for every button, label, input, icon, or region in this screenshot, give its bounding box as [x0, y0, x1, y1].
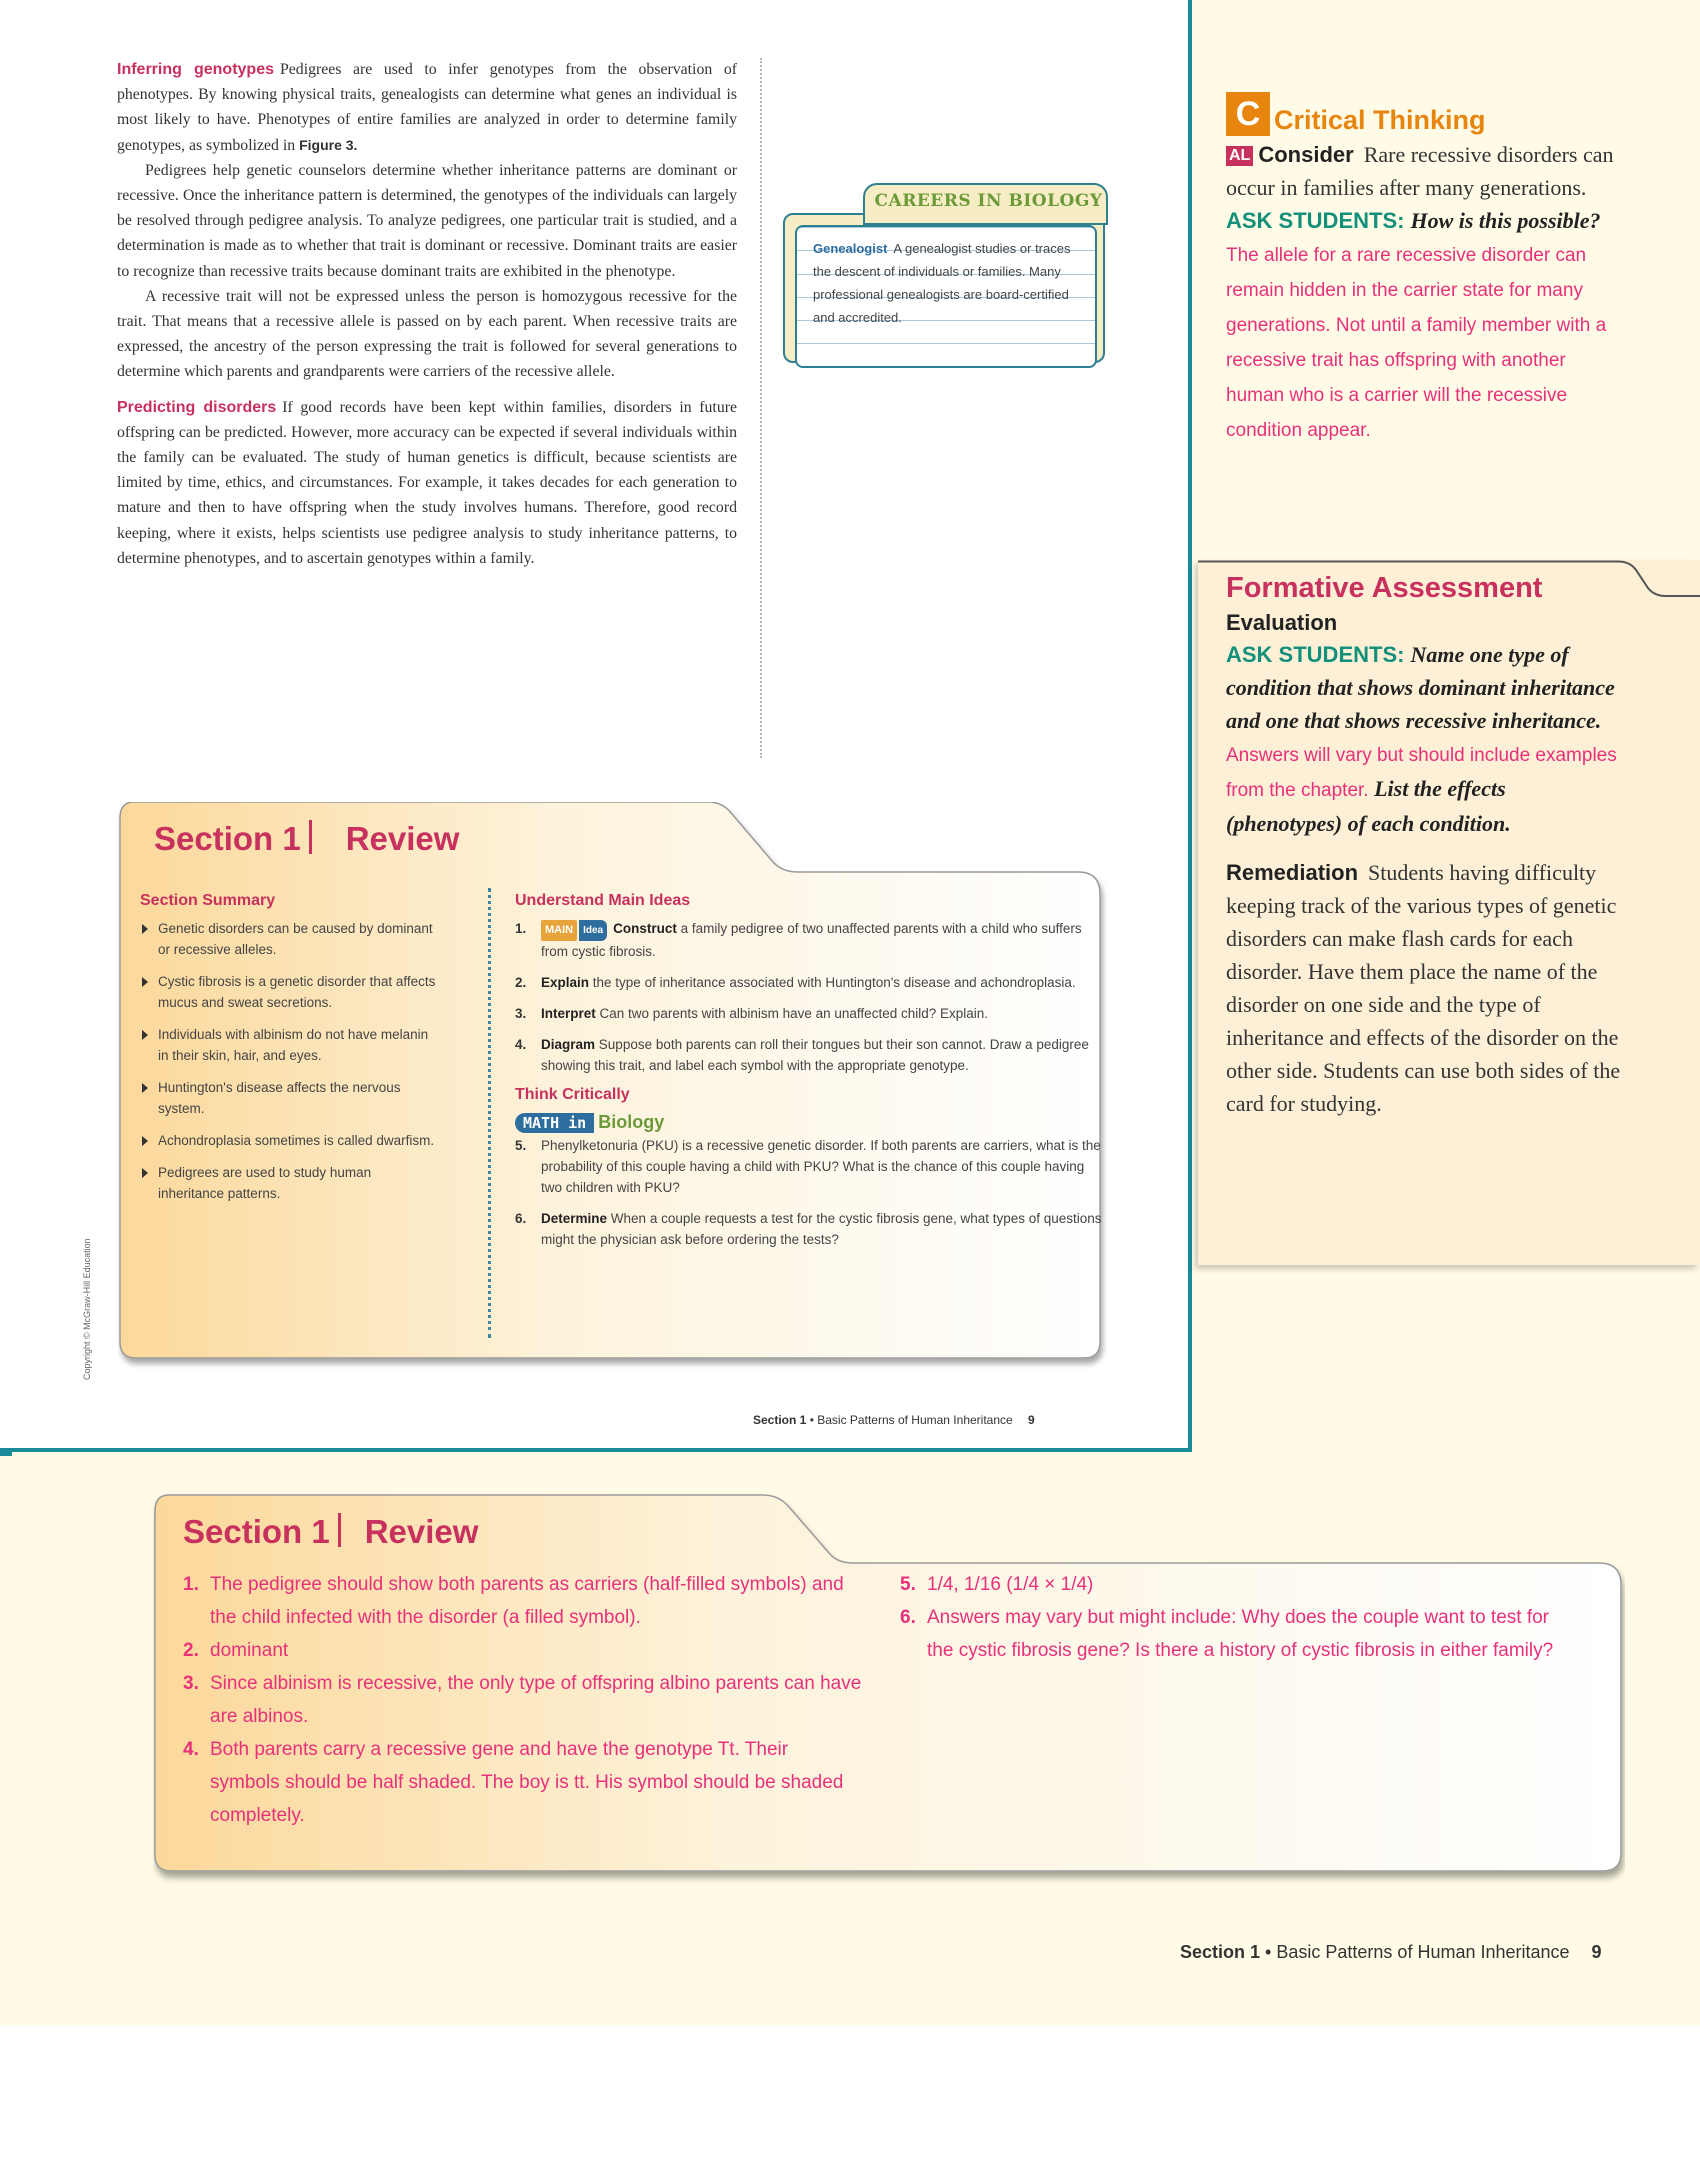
predicting-heading: Predicting disorders — [117, 398, 277, 416]
predicting-paragraph: Predicting disorders If good records have been kept within families, disorders in future offspring can be predicted. However, more accuracy can be expected if several individuals within the family can be evaluated. The study of human genetics is difficult, because scientists are limited by time, ethics, and circumstances. For example, it takes decades for each generation to mature and then to have offspring when the study involves humans. Therefore, good record keeping, where it exists, helps scientists use pedigree analysis to study inheritance patterns, to determine phenotypes, and to ascertain genotypes within a family. — [117, 398, 737, 567]
main-ideas-heading: Understand Main Ideas — [515, 892, 691, 909]
c-letter-badge: C — [1226, 92, 1270, 136]
answer-review-box — [153, 1493, 1625, 1886]
answers-left-column — [183, 1568, 863, 1832]
evaluation-subtitle: Evaluation — [1226, 610, 1338, 635]
summary-item: Cystic fibrosis is a genetic disorder that affects mucus and sweat secretions. — [140, 971, 440, 1013]
inferring-heading: Inferring genotypes — [117, 61, 274, 78]
page-footer: Section 1 • Basic Patterns of Human Inheritance 9 — [1180, 1942, 1602, 1962]
review-question: 4. Diagram Suppose both parents can roll their tongues but their son cannot. Draw a pedigree showing this trait, and label each symbol with the appropriate genotype. — [515, 1037, 1089, 1073]
critical-thinking-body: AL Consider Rare recessive disorders can occur in families after many generations. ASK STUDENTS: How is this possible? The allele for a rare recessive disorder can remain hidden in the carrier state for many generations. Not until a family member with a recessive trait has offspring with another human who is a carrier will the recessive condition appear. — [1226, 142, 1614, 441]
critical-thinking-box — [1226, 92, 1626, 447]
al-badge: AL — [1226, 146, 1253, 166]
summary-item: Genetic disorders can be caused by dominant or recessive alleles. — [140, 918, 440, 960]
column-divider — [760, 58, 762, 758]
answer-review-title: Section 1 Review — [183, 1513, 479, 1550]
review-divider — [488, 888, 491, 1338]
review-question: 6. Determine When a couple requests a test for the cystic fibrosis gene, what types of questions might the physician ask before ordering the tests? — [515, 1211, 1102, 1247]
recessive-paragraph: A recessive trait will not be expressed unless the person is homozygous recessive for the trait. That means that a recessive allele is passed on by each parent. When recessive traits are expressed, the ancestry of the person expressing the trait is followed for several generations to determine which parents and grandparents were carriers of the recessive allele. — [117, 287, 737, 381]
review-question: 1. MAIN Idea Construct a family pedigree of two unaffected parents with a child who suffers from cystic fibrosis. — [515, 921, 1082, 959]
remediation-label: Remediation — [1226, 860, 1359, 885]
ask-question: How is this possible? — [1410, 208, 1601, 233]
careers-in-biology-box — [783, 183, 1103, 373]
critical-thinking-answer: The allele for a rare recessive disorder can remain hidden in the carrier state for many generations. Not until a family member with a recessive trait has offspring with another human who is a carrier will the recessive condition appear. — [1226, 245, 1607, 441]
answers-right-column — [900, 1568, 1580, 1667]
inferring-paragraph: Inferring genotypes Pedigrees are used to infer genotypes from the observation of phenotypes. By knowing physical traits, genealogists can determine what genes an individual is most likely to have. Phenotypes of entire families are analyzed in order to determine family genotypes, as symbolized in Figure 3. — [117, 61, 737, 154]
critical-thinking-title: Critical Thinking — [1274, 105, 1486, 135]
formative-text — [1226, 568, 1626, 1120]
consider-label: Consider — [1258, 142, 1354, 167]
summary-item: Pedigrees are used to study human inheritance patterns. — [140, 1162, 440, 1204]
summary-heading: Section Summary — [140, 892, 276, 909]
summary-item: Huntington's disease affects the nervous system. — [140, 1077, 440, 1119]
ask-students-label: ASK STUDENTS: — [1226, 642, 1405, 667]
review-question: 2. Explain the type of inheritance associated with Huntington's disease and achondroplasia. — [515, 975, 1076, 990]
critical-thinking-header — [1226, 92, 1626, 136]
answer-item: 2. dominant — [183, 1640, 289, 1661]
answer-item: 6. Answers may vary but might include: Why does the couple want to test for the cystic fibrosis gene? Is there a history of cystic fibrosis in either family? — [900, 1607, 1554, 1661]
careers-term: Genealogist — [813, 241, 888, 256]
formative-answer: Answers will vary but should include examples from the chapter. — [1226, 745, 1617, 801]
think-critically-heading: Think Critically — [515, 1086, 630, 1103]
careers-card — [795, 225, 1097, 368]
pedigree-paragraph: Pedigrees help genetic counselors determine whether inheritance patterns are dominant or recessive. Once the inheritance pattern is determined, the genotypes of the individuals can largely be resolved through pedigree analysis. To analyze pedigrees, one particular trait is studied, and a determination is made as to whether that trait is dominant or recessive. Dominant traits are easier to recognize than recessive traits because dominant traits are exhibited in the phenotype. — [117, 161, 737, 280]
review-title: Section 1 Review — [154, 820, 460, 857]
main-idea-badge: MAIN — [541, 920, 577, 941]
idea-badge: Idea — [579, 920, 607, 941]
answer-item: 3. Since albinism is recessive, the only type of offspring albino parents can have are albinos. — [183, 1673, 862, 1727]
summary-item: Individuals with albinism do not have melanin in their skin, hair, and eyes. — [140, 1024, 440, 1066]
figure-reference[interactable]: Figure 3. — [299, 136, 358, 153]
answer-item: 1. The pedigree should show both parents as carriers (half-filled symbols) and the child infected with the disorder (a filled symbol). — [183, 1574, 844, 1628]
careers-description: A genealogist studies or traces the descent of individuals or families. Many professional genealogists are board-certified and accredited. — [813, 241, 1071, 325]
review-question: 3. Interpret Can two parents with albinism have an unaffected child? Explain. — [515, 1006, 989, 1021]
section-summary — [140, 892, 440, 1215]
summary-item: Achondroplasia sometimes is called dwarfism. — [140, 1130, 440, 1151]
review-question: 5. Phenylketonuria (PKU) is a recessive genetic disorder. If both parents are carriers, what is the probability of this couple having a child with PKU? What is the chance of this couple having two children with PKU? — [515, 1138, 1101, 1195]
math-in-biology-label: MATH in Biology — [515, 1112, 1105, 1133]
formative-title: Formative Assessment — [1226, 572, 1543, 604]
formative-assessment-box — [1198, 560, 1700, 1265]
evaluation-body: ASK STUDENTS: Name one type of condition that shows dominant inheritance and one that shows recessive inheritance. Answers will vary but should include examples from the chapter. List the effects (phenotypes) of each condition. — [1226, 642, 1617, 836]
page-number: 9 — [1591, 1942, 1602, 1962]
section-review-box — [118, 802, 1118, 1370]
main-ideas-column — [515, 892, 1105, 1260]
student-page-footer: Section 1 • Basic Patterns of Human Inheritance 9 — [753, 1413, 1035, 1427]
remediation-body: Remediation Students having difficulty keeping track of the various types of genetic disorders can make flash cards for each disorder. Have them place the name of the disorder on one side and the type of inheritance and effects of the disorder on the other side. Students can use both sides of the card for studying. — [1226, 860, 1621, 1116]
careers-title: CAREERS IN BIOLOGY — [874, 191, 1103, 211]
answer-item: 4. Both parents carry a recessive gene and have the genotype Tt. Their symbols should be half shaded. The boy is tt. His symbol should be shaded completely. — [183, 1739, 844, 1826]
student-page — [0, 0, 1192, 1452]
main-text-column — [117, 57, 737, 571]
ask-students-label: ASK STUDENTS: — [1226, 208, 1405, 233]
math-in-badge: MATH in — [515, 1113, 594, 1133]
border-tick — [0, 1452, 12, 1456]
copyright-notice: Copyright © McGraw-Hill Education — [82, 1238, 92, 1380]
answer-item: 5. 1/4, 1/16 (1/4 × 1/4) — [900, 1574, 1094, 1595]
